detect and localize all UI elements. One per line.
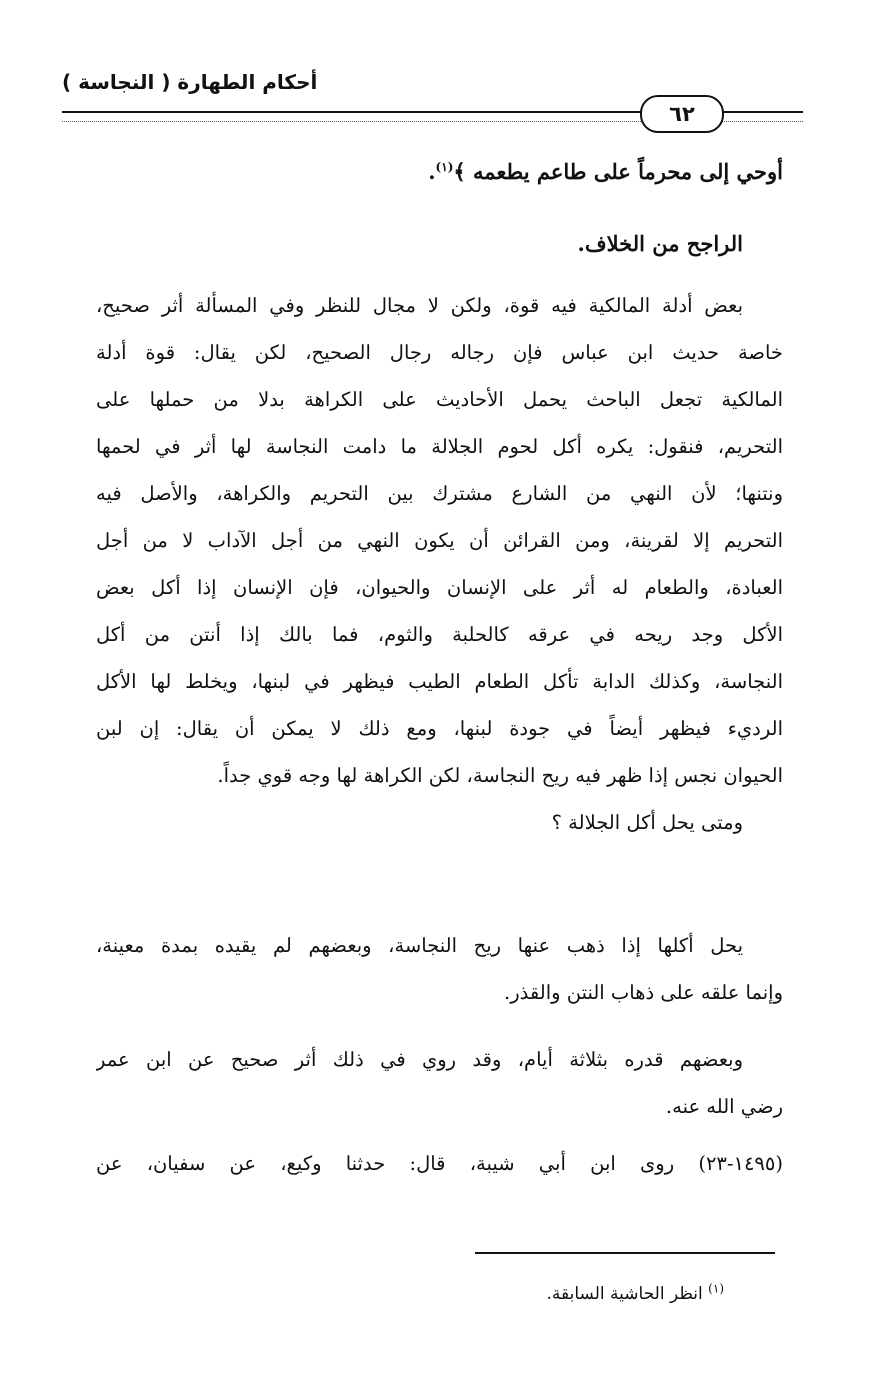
answer-line: وإنما علقه على ذهاب النتن والقذر. <box>504 981 783 1004</box>
paragraph-line: الرديء فيظهر أيضاً في جودة لبنها، ومع ذلك لا يمكن أن يقال: إن لبن <box>96 717 783 740</box>
verse-end: . <box>428 159 436 184</box>
footnote-rule <box>475 1252 775 1254</box>
some-line: رضي الله عنه. <box>665 1095 783 1118</box>
paragraph-line: بعض أدلة المالكية فيه قوة، ولكن لا مجال للنظر وفي المسألة أثر صحيح، <box>96 294 743 317</box>
paragraph-line: الحيوان نجس إذا ظهر فيه ريح النجاسة، لكن الكراهة لها وجه قوي جداً. <box>217 764 783 787</box>
page-number-badge: ٦٢ <box>640 95 724 133</box>
verse-continuation <box>96 148 783 195</box>
some-line: وبعضهم قدره بثلاثة أيام، وقد روي في ذلك أثر صحيح عن ابن عمر <box>96 1048 743 1071</box>
question-line: ومتى يحل أكل الجلالة ؟ <box>551 811 743 834</box>
verse-text: أوحي إلى محرماً على طاعم يطعمه ﴾ <box>453 159 783 184</box>
hadith-paragraph <box>96 1140 783 1187</box>
paragraph-line: العبادة، والطعام له أثر على الإنسان والحيوان، فإن الإنسان إذا أكل بعض <box>96 576 783 599</box>
paragraph-line: خاصة حديث ابن عباس فإن رجاله رجال الصحيح، لكن يقال: قوة أدلة <box>96 341 783 364</box>
paragraph-line: ونتنها؛ لأن النهي من الشارع مشترك بين التحريم والكراهة، والأصل فيه <box>96 482 783 505</box>
answer-paragraph <box>96 922 783 1016</box>
running-header-title: أحكام الطهارة ( النجاسة ) <box>62 70 318 94</box>
paragraph-line: المالكية تجعل الباحث يحمل الأحاديث على الكراهة بدلا من حملها على <box>96 388 783 411</box>
paragraph-line: النجاسة، وكذلك الدابة تأكل الطعام الطيب فيظهر في لبنها، ويخلط لها الأكل <box>96 670 783 693</box>
paragraph-line: الأكل وجد ريحه في عرقه كالحلبة والثوم، فما بالك إذا أنتن من أكل <box>96 623 783 646</box>
paragraph-line: التحريم، فنقول: يكره أكل لحوم الجلالة ما دامت النجاسة لها أثر في لحمها <box>96 435 783 458</box>
section-heading: الراجح من الخلاف. <box>577 231 743 256</box>
section-heading-block <box>96 220 783 267</box>
main-paragraph <box>96 282 783 846</box>
paragraph-line: التحريم إلا لقرينة، ومن القرائن أن يكون النهي من أجل الآداب لا من أجل <box>96 529 783 552</box>
footnote-ref-1: (١) <box>435 160 454 174</box>
footnote-marker: (١) <box>708 1281 724 1296</box>
footnote <box>546 1281 724 1304</box>
hadith-line: (١٤٩٥-٢٣) روى ابن أبي شيبة، قال: حدثنا وكيع، عن سفيان، عن <box>96 1152 783 1175</box>
answer-line: يحل أكلها إذا ذهب عنها ريح النجاسة، وبعضهم لم يقيده بمدة معينة، <box>96 934 743 957</box>
some-paragraph <box>96 1036 783 1130</box>
footnote-text: انظر الحاشية السابقة. <box>546 1284 703 1304</box>
